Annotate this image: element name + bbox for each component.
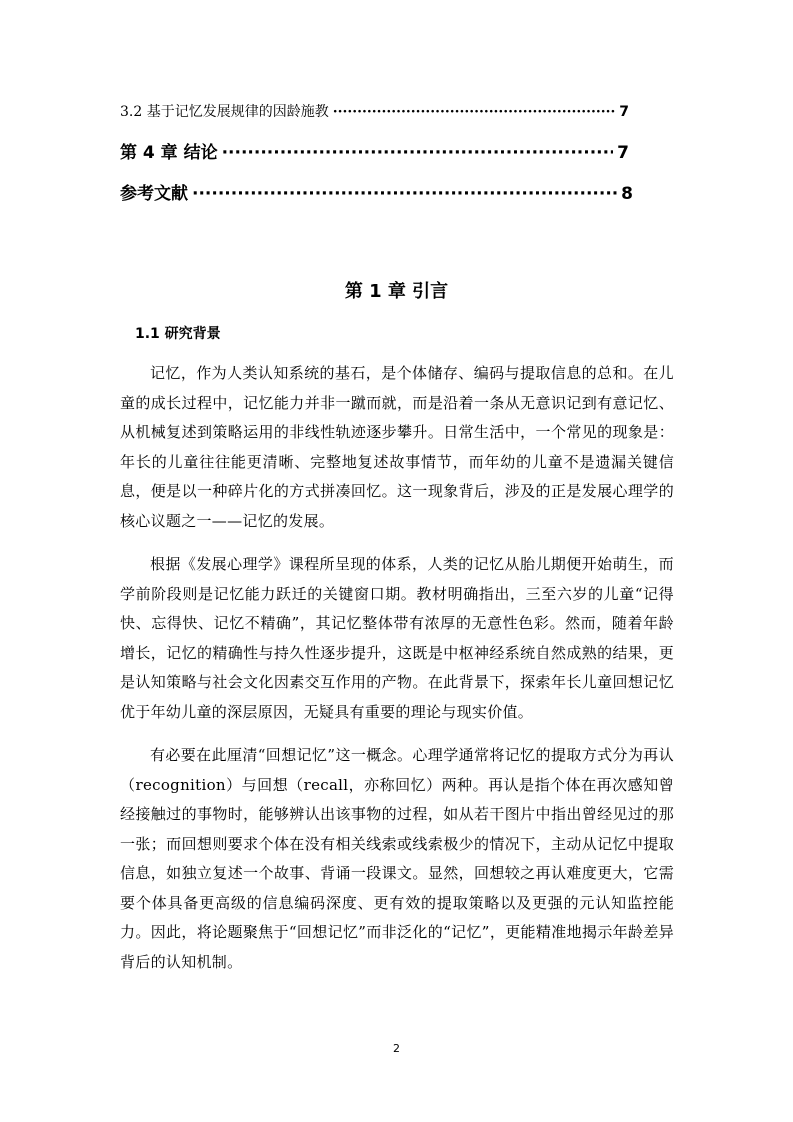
toc-leader-dots [192, 184, 617, 204]
toc-entry-page: 8 [621, 184, 633, 204]
toc-leader-dots [333, 104, 616, 120]
toc-entry-label: 参考文献 [120, 184, 188, 204]
toc-leader-dots [222, 143, 614, 163]
toc-entry-page: 7 [617, 143, 629, 163]
chapter-title: 第 1 章 引言 [344, 281, 449, 302]
section-title: 1.1 研究背景 [135, 326, 221, 342]
page-number: 2 [393, 1042, 400, 1055]
toc-entry-3-2 [120, 101, 629, 121]
paragraph: 有必要在此厘清“回想记忆”这一概念。心理学通常将记忆的提取方式分为再认（recognition）与回想（recall，亦称回忆）两种。再认是指个体在再次感知曾经接触过的事物时，能够辨认出该事物的过程，如从若干图片中指出曾经见过的那一张；而回想则要求个体在没有相关线索或线索极少的情况下，主动从记忆中提取信息，如独立复述一个故事、背诵一段课文。显然，回想较之再认难度更大，它需要个体具备更高级的信息编码深度、更有效的提取策略以及更强的元认知监控能力。因此，将论题聚焦于“回想记忆”而非泛化的“记忆”，更能精准地揭示年龄差异背后的认知机制。 [120, 746, 674, 971]
paragraph: 记忆，作为人类认知系统的基石，是个体储存、编码与提取信息的总和。在儿童的成长过程中，记忆能力并非一蹴而就，而是沿着一条从无意识记到有意记忆、从机械复述到策略运用的非线性轨迹逐步攀升。日常生活中，一个常见的现象是：年长的儿童往往能更清晰、完整地复述故事情节，而年幼的儿童不是遗漏关键信息，便是以一种碎片化的方式拼凑回忆。这一现象背后，涉及的正是发展心理学的核心议题之一——记忆的发展。 [120, 364, 674, 530]
paragraph: 根据《发展心理学》课程所呈现的体系，人类的记忆从胎儿期便开始萌生，而学前阶段则是记忆能力跃迁的关键窗口期。教材明确指出，三至六岁的儿童“记得快、忘得快、记忆不精确”，其记忆整体带有浓厚的无意性色彩。然而，随着年龄增长，记忆的精确性与持久性逐步提升，这既是中枢神经系统自然成熟的结果，更是认知策略与社会文化因素交互作用的产物。在此背景下，探索年长儿童回想记忆优于年幼儿童的深层原因，无疑具有重要的理论与现实价值。 [120, 555, 674, 721]
toc-entry-label: 第 4 章 结论 [120, 143, 218, 163]
toc-entry-page: 7 [619, 104, 629, 120]
toc-entry-label: 3.2 基于记忆发展规律的因龄施教 [120, 104, 329, 120]
body-text [120, 359, 674, 991]
toc-entry-references [120, 179, 633, 204]
toc-entry-chapter-4 [120, 138, 629, 163]
